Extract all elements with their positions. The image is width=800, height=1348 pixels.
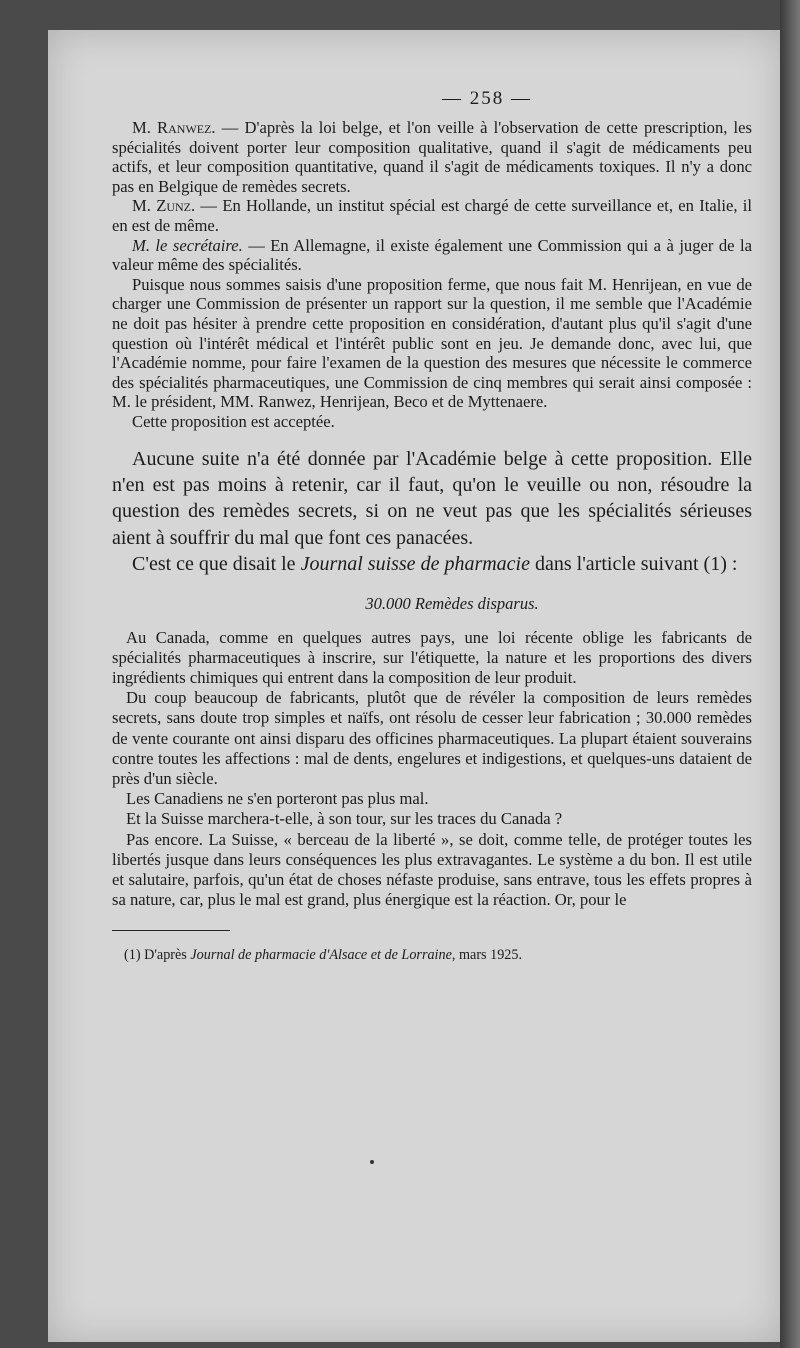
main-text [112,446,752,578]
article-paragraph: Au Canada, comme en quelques autres pays, une loi récente oblige les fabricants de spécialités pharmaceutiques à inscrire, sur l'étiquette, la nature et les proportions des divers ingrédients chimiques qui entrent dans la composition de leur produit. [112,627,752,687]
main-paragraph: Aucune suite n'a été donnée par l'Académie belge à cette proposition. Elle n'en est pas moins à retenir, car il faut, qu'on le veuille ou non, résoudre la question des remèdes secrets, si on ne veut pas que les spécialités sérieuses aient à souffrir du mal que font ces panacées. [112,447,752,549]
speech-text: — En Hollande, un institut spécial est chargé de cette surveillance et, en Italie, il en est de même. [112,196,752,235]
footnote [112,947,752,964]
discussion-paragraph [112,275,752,412]
discussion-paragraph [112,236,752,275]
article-paragraph: Les Canadiens ne s'en porteront pas plus mal. [126,789,429,809]
discussion-paragraph [112,412,752,432]
speaker-name: M. Ranwez. [132,118,216,137]
discussion-paragraph [112,196,752,235]
article-heading: 30.000 Remèdes disparus. [365,593,539,613]
text-run: , mars 1925. [451,947,523,964]
text-run: C'est ce que disait le [132,553,301,576]
footnote-rule [112,930,230,931]
main-paragraph [112,551,752,577]
journal-title: Journal suisse de pharmacie [300,553,530,576]
quoted-article [112,628,752,911]
discussion-block [112,118,752,432]
article-paragraph: Du coup beaucoup de fabricants, plutôt que de révéler la composition de leurs remèdes secrets, sans doute trop simples et naïfs, ont résolu de cesser leur fabrication ; 30.000 remèdes de vente courante ont ainsi disparu des officines pharmaceutiques. La plupart étaient souverains contre toutes les affections : mal de dents, engelures et indigestions, et quelques-uns dataient de près d'un siècle. [112,688,752,788]
text-column [112,88,752,964]
speaker-name: M. Zunz. [132,196,196,216]
article-paragraph: Pas encore. La Suisse, « berceau de la liberté », se doit, comme telle, de protéger toutes les libertés jusque dans leurs conséquences les plus extravagantes. Le système a du bon. Il est utile et salutaire, parfois, qu'un état de choses néfaste produise, sans entrave, tous les effets propres à sa nature, car, plus le mal est grand, plus énergique est la réaction. Or, pour le [112,829,752,910]
discussion-paragraph [112,118,752,196]
speech-text: — D'après la loi belge, et l'on veille à l'observation de cette prescription, les spécialités doivent porter leur composition qualitative, quand il s'agit de médicaments peu actifs, et leur composition quantitative, quand il s'agit de médicaments toxiques. Il n'y a donc pas en Belgique de remèdes secrets. [112,118,752,196]
page-number: — 258 — [442,88,532,109]
speaker-name: M. le secrétaire. [132,235,243,255]
article-paragraph: Et la Suisse marchera-t-elle, à son tour, sur les traces du Canada ? [126,809,563,829]
journal-title: Journal de pharmacie d'Alsace et de Lorraine [190,947,452,964]
ink-speck [370,1160,374,1164]
speech-text: — En Allemagne, il existe également une Commission qui a à juger de la valeur même des spécialités. [112,235,752,275]
speech-text: Puisque nous sommes saisis d'une proposition ferme, que nous fait M. Henrijean, en vue de charger une Commission de présenter un rapport sur la question, il me semble que l'Académie ne doit pas hésiter à prendre cette proposition en considération, d'autant plus qu'il s'agit d'une question où l'intérêt médical et l'intérêt public sont en jeu. Je demande donc, avec lui, que l'Académie nomme, pour faire l'examen de la question des mesures que nécessite le commerce des spécialités pharmaceutiques, une Commission de cinq membres qui serait ainsi composée : M. le président, MM. Ranwez, Henrijean, Beco et de Myttenaere. [112,274,752,412]
page-edge [780,0,800,1348]
text-run: dans l'article suivant (1) : [529,553,738,576]
text-run: (1) D'après [124,947,191,964]
speech-text: Cette proposition est acceptée. [132,411,335,431]
